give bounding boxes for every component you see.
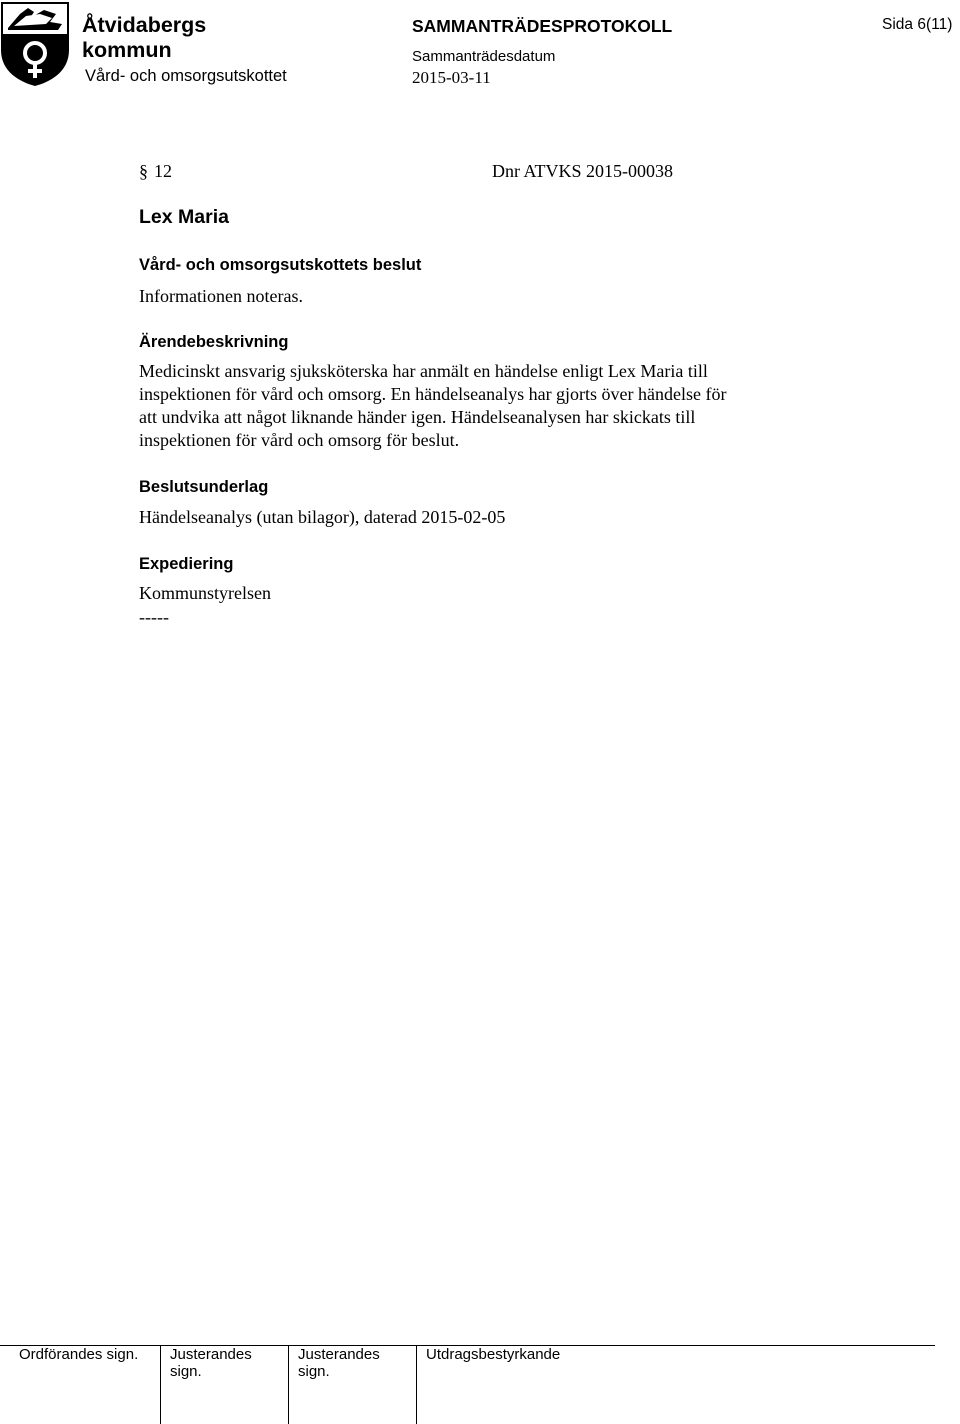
item-title: Lex Maria — [139, 206, 229, 228]
signature-column-divider — [160, 1345, 161, 1424]
distribution-heading: Expediering — [139, 555, 234, 573]
adjuster-signature-label-line2: sign. — [170, 1363, 202, 1380]
distribution-text: Kommunstyrelsen — [139, 583, 271, 603]
registration-number: Dnr ATVKS 2015-00038 — [492, 161, 674, 181]
description-line: inspektionen för vård och omsorg. En händelseanalys har gjorts över händelse för — [139, 384, 727, 404]
description-line: att undvika att något liknande händer igen. Händelseanalysen har skickats till — [139, 407, 696, 427]
description-text — [139, 360, 727, 452]
meeting-date-value: 2015-03-11 — [412, 68, 491, 87]
end-marker: ----- — [139, 607, 169, 627]
signature-table-top-border — [0, 1345, 935, 1346]
adjuster-signature-label: Justerandes — [170, 1346, 252, 1363]
page-number: Sida 6(11) — [882, 16, 953, 33]
basis-text: Händelseanalys (utan bilagor), daterad 2015-02-05 — [139, 507, 506, 527]
item-header-line — [139, 158, 699, 184]
paragraph-sign: § — [139, 161, 148, 181]
description-line: inspektionen för vård och omsorg för beslut. — [139, 430, 460, 450]
signature-column-divider — [416, 1345, 417, 1424]
municipal-coat-of-arms-icon — [0, 0, 70, 88]
item-number: 12 — [154, 161, 172, 181]
adjuster-signature-label-line2: sign. — [298, 1363, 330, 1380]
description-heading: Ärendebeskrivning — [139, 333, 289, 351]
document-title: SAMMANTRÄDESPROTOKOLL — [412, 16, 673, 36]
organization-name: Åtvidabergs — [82, 13, 207, 37]
meeting-date-label: Sammanträdesdatum — [412, 48, 556, 65]
committee-name: Vård- och omsorgsutskottet — [85, 67, 287, 85]
description-line: Medicinskt ansvarig sjuksköterska har anmält en händelse enligt Lex Maria till — [139, 361, 708, 381]
adjuster-signature-label: Justerandes — [298, 1346, 380, 1363]
organization-name-suffix: kommun — [82, 38, 172, 62]
basis-heading: Beslutsunderlag — [139, 478, 269, 496]
signature-column-divider — [288, 1345, 289, 1424]
decision-heading: Vård- och omsorgsutskottets beslut — [139, 256, 422, 274]
decision-text: Informationen noteras. — [139, 286, 303, 306]
extract-certifier-label: Utdragsbestyrkande — [426, 1346, 561, 1363]
chair-signature-label: Ordförandes sign. — [19, 1346, 139, 1363]
